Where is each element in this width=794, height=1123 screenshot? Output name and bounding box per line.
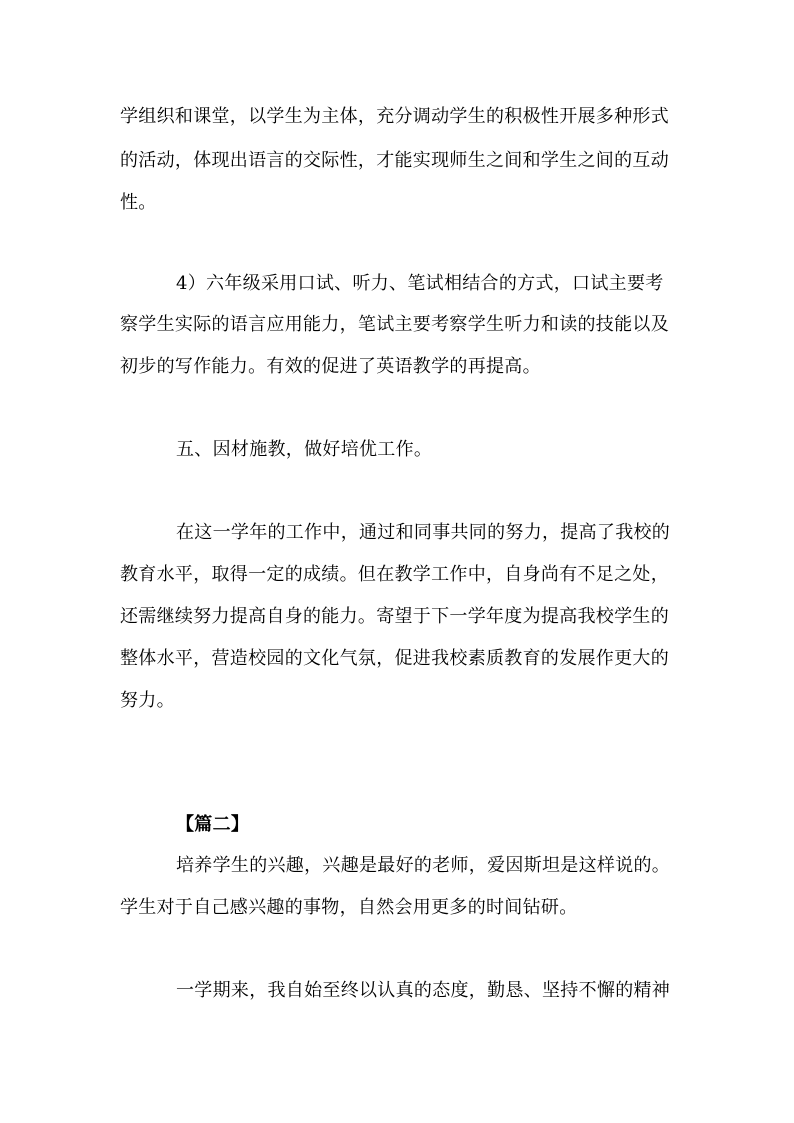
paragraph-3-line-3: 还需继续努力提高自身的能力。寄望于下一学年度为提高我校学生的 bbox=[120, 606, 669, 627]
paragraph-3-line-2: 教育水平，取得一定的成绩。但在教学工作中，自身尚有不足之处， bbox=[120, 564, 669, 585]
paragraph-1-line-1: 学组织和课堂，以学生为主体，充分调动学生的积极性开展多种形式 bbox=[120, 106, 669, 127]
paragraph-5-line-1: 一学期来，我自始至终以认真的态度，勤恳、坚持不懈的精神 bbox=[176, 980, 671, 1001]
paragraph-2-line-1: 4）六年级采用口试、听力、笔试相结合的方式，口试主要考 bbox=[176, 273, 664, 294]
paragraph-4-line-2: 学生对于自己感兴趣的事物，自然会用更多的时间钻研。 bbox=[120, 897, 578, 918]
paragraph-1-line-2: 的活动，体现出语言的交际性，才能实现师生之间和学生之间的互动 bbox=[120, 150, 669, 171]
part-two-heading: 【篇二】 bbox=[176, 814, 250, 835]
paragraph-2-line-2: 察学生实际的语言应用能力，笔试主要考察学生听力和读的技能以及 bbox=[120, 314, 669, 335]
paragraph-3-line-4: 整体水平，营造校园的文化气氛，促进我校素质教育的发展作更大的 bbox=[120, 648, 669, 669]
paragraph-2-line-3: 初步的写作能力。有效的促进了英语教学的再提高。 bbox=[120, 356, 541, 377]
paragraph-4-line-1: 培养学生的兴趣，兴趣是最好的老师，爱因斯坦是这样说的。 bbox=[176, 855, 671, 876]
section-heading-five: 五、因材施教，做好培优工作。 bbox=[176, 439, 433, 460]
paragraph-3-line-1: 在这一学年的工作中，通过和同事共同的努力，提高了我校的 bbox=[176, 522, 671, 543]
paragraph-3-line-5: 努力。 bbox=[120, 690, 175, 711]
paragraph-1-line-3: 性。 bbox=[120, 192, 157, 213]
